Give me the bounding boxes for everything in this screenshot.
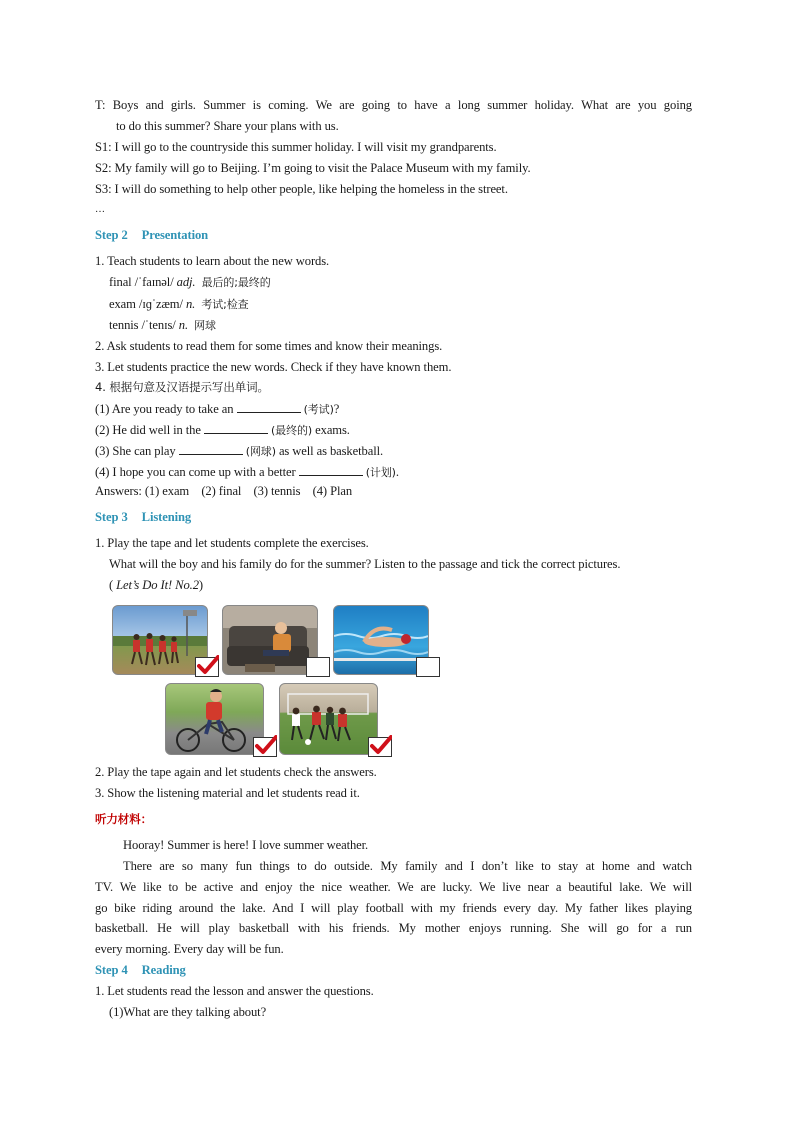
- step2-item4: 4. 根据句意及汉语提示写出单词。: [95, 380, 269, 394]
- check-mark-icon: [255, 735, 277, 755]
- running-people-illustration: [113, 606, 207, 674]
- step2-number: Step 2: [95, 228, 128, 242]
- exercise-q2: (2) He did well in the (最终的) exams.: [95, 423, 350, 437]
- football-checkbox[interactable]: [368, 737, 392, 757]
- step2-title: Presentation: [141, 228, 209, 242]
- listening-material-heading: 听力材料：: [95, 812, 152, 826]
- step3-item3: 3. Show the listening material and let students read it.: [95, 786, 360, 800]
- student2-line: S2: My family will go to Beijing. I’m going to visit the Palace Museum with my family.: [95, 161, 531, 175]
- exercise-q4: (4) I hope you can come up with a better (计划).: [95, 465, 399, 479]
- listening-paragraph2-line5: every morning. Every day will be fun.: [95, 942, 284, 956]
- running-checkbox[interactable]: [195, 657, 219, 677]
- listening-paragraph2-line3: go bike riding around the lake. And I will play football with my friends every day. My father likes playing: [95, 901, 692, 915]
- step3-item1: 1. Play the tape and let students complete the exercises.: [95, 536, 369, 550]
- vocab-tennis: tennis /ˈtenɪs/ n. 网球: [109, 318, 216, 332]
- step2-heading: [95, 227, 208, 244]
- student3-line: S3: I will do something to help other people, like helping the homeless in the street.: [95, 182, 508, 196]
- step3-reference: ( Let’s Do It! No.2): [109, 578, 203, 592]
- step3-number: Step 3: [95, 510, 128, 524]
- answer-blank: [237, 400, 301, 413]
- step2-item3: 3. Let students practice the new words. Check if they have known them.: [95, 360, 452, 374]
- watching-tv-checkbox[interactable]: [306, 657, 330, 677]
- cyclist-illustration: [166, 684, 263, 754]
- exercise-q3: (3) She can play (网球) as well as basketball.: [95, 444, 384, 458]
- listening-paragraph2-line4: basketball. He will play basketball with his friends. My mother enjoys running. She will go for a run: [95, 921, 692, 935]
- step4-item1: 1. Let students read the lesson and answer the questions.: [95, 984, 374, 998]
- check-mark-icon: [197, 655, 219, 675]
- listening-paragraph1: Hooray! Summer is here! I love summer weather.: [123, 838, 369, 852]
- watching-tv-picture: [222, 605, 318, 675]
- bike-riding-checkbox[interactable]: [253, 737, 277, 757]
- step2-item1: 1. Teach students to learn about the new words.: [95, 254, 330, 268]
- step4-heading: [95, 962, 186, 979]
- step2-answers: Answers: (1) exam (2) final (3) tennis (4) Plan: [95, 484, 353, 498]
- step4-number: Step 4: [95, 963, 128, 977]
- step3-item2: 2. Play the tape again and let students check the answers.: [95, 765, 377, 779]
- vocab-final: final /ˈfaɪnəl/ adj. 最后的;最终的: [109, 275, 271, 289]
- teacher-line-cont: to do this summer? Share your plans with us.: [116, 119, 339, 133]
- step2-item2: 2. Ask students to read them for some times and know their meanings.: [95, 339, 443, 353]
- step4-title: Reading: [141, 963, 186, 977]
- answer-blank: [299, 463, 363, 476]
- football-players-illustration: [280, 684, 377, 754]
- swimming-picture: [333, 605, 429, 675]
- listening-paragraph2-line1: There are so many fun things to do outside. My family and I don’t like to stay at home and watch: [123, 859, 692, 873]
- swimmer-illustration: [334, 606, 428, 674]
- football-picture: [279, 683, 378, 755]
- exercise-q1: (1) Are you ready to take an (考试)?: [95, 402, 340, 416]
- step4-question1: (1)What are they talking about?: [109, 1005, 267, 1019]
- step3-title: Listening: [141, 510, 192, 524]
- listening-paragraph2-line2: TV. We like to be active and enjoy the nice weather. We are lucky. We live near a beautiful lake. We will: [95, 880, 692, 894]
- student1-line: S1: I will go to the countryside this summer holiday. I will visit my grandparents.: [95, 140, 497, 154]
- check-mark-icon: [370, 735, 392, 755]
- ellipsis: …: [95, 204, 105, 215]
- bike-riding-picture: [165, 683, 264, 755]
- answer-blank: [204, 421, 268, 434]
- answer-blank: [179, 442, 243, 455]
- step3-question: What will the boy and his family do for the summer? Listen to the passage and tick the correct pictures.: [109, 557, 621, 571]
- swimming-checkbox[interactable]: [416, 657, 440, 677]
- step3-heading: [95, 509, 191, 526]
- running-picture: [112, 605, 208, 675]
- sofa-person-illustration: [223, 606, 317, 674]
- vocab-exam: exam /ɪɡˈzæm/ n. 考试;检查: [109, 297, 249, 311]
- teacher-line: T: Boys and girls. Summer is coming. We are going to have a long summer holiday. What are you going: [95, 98, 692, 112]
